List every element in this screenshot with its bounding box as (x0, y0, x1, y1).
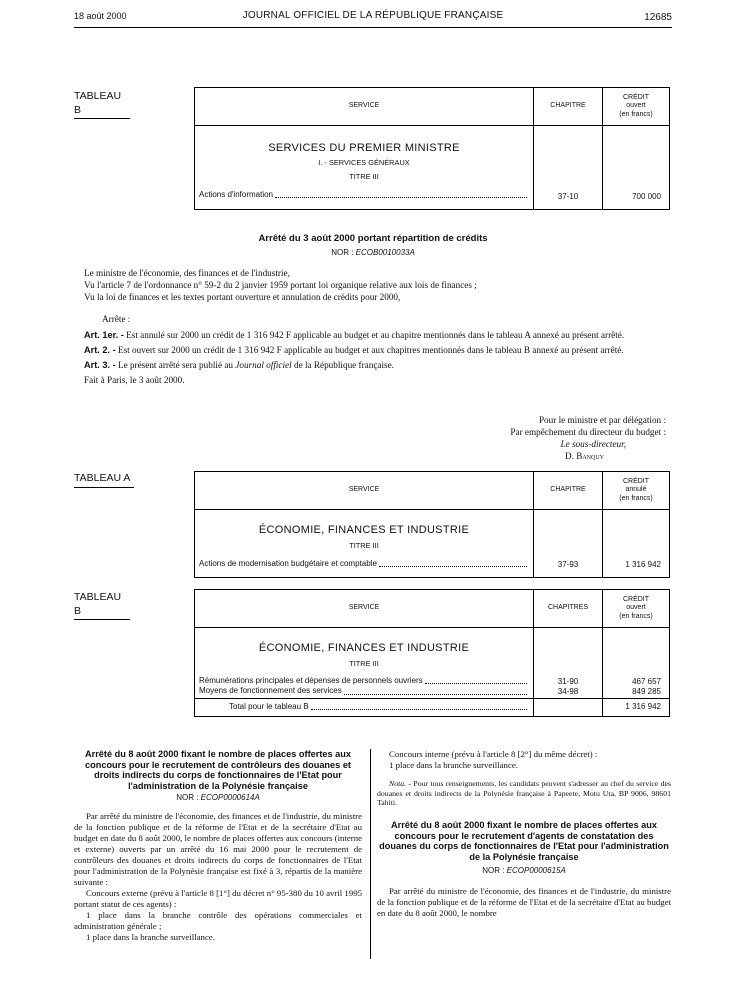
arrete3-title: Arrêté du 8 août 2000 fixant le nombre de places offertes aux concours pour le recrutement d'agents de constatation des douanes du corps de fonctionnaires de l'Etat pour l'administration de la Polynésie française (379, 820, 669, 862)
visa-3: Vu la loi de finances et les textes portant ouverture et annulation de crédits pour 2000, (84, 291, 401, 302)
table-a (194, 471, 670, 578)
col-chapitre-header: CHAPITRE (534, 88, 603, 126)
col-credit-header: CRÉDIT annulé (en francs) (603, 472, 670, 510)
chapitre-value: 37-10 (557, 192, 579, 201)
paragraph: Par arrêté du ministre de l'économie, des finances et de l'industrie, du ministre de la fonction publique et de la réforme de l'Etat et de la secrétaire d'Etat au budget en date du 8 août 2000, le nombre (377, 886, 671, 919)
paragraph: 1 place dans la branche surveillance. (86, 932, 215, 943)
column-divider (370, 749, 371, 959)
service-cell (195, 628, 534, 699)
article-2: Art. 2. - Est ouvert sur 2000 un crédit de 1 316 942 F applicable au budget et aux chapitres mentionnés dans le tableau B annexé au présent arrêté. (84, 344, 624, 355)
signatory: D. Banquy (564, 450, 604, 461)
section-sub2: TITRE III (349, 171, 379, 181)
journal-title: JOURNAL OFFICIEL DE LA RÉPUBLIQUE FRANÇAISE (242, 10, 504, 21)
paragraph: 1 place dans la branche contrôle des opérations commerciales et administration générale ; (74, 910, 362, 932)
credit-cell (603, 126, 670, 210)
col-credit-header: CRÉDIT ouvert (en francs) (603, 590, 670, 628)
credit-cell: 1 316 942 (603, 510, 670, 578)
chapitres-cell: 31-90 34-98 (534, 628, 603, 699)
col-service-header: SERVICE (195, 590, 534, 628)
service-cell (195, 510, 534, 578)
credit-cell: 467 657 849 285 (603, 628, 670, 699)
visa-2: Vu l'article 7 de l'ordonnance n° 59-2 du 2 janvier 1959 portant loi organique relative aux lois de finances ; (84, 279, 477, 290)
table-row: Moyens de fonctionnement des services (199, 686, 529, 696)
credit-value: 700 000 (632, 192, 661, 201)
total-label-cell: Total pour le tableau B (195, 698, 534, 716)
section-title: SERVICES DU PREMIER MINISTRE (268, 142, 460, 154)
table-top (194, 87, 670, 210)
col-chapitres-header: CHAPITRES (534, 590, 603, 628)
line-label: Actions d'information (199, 189, 274, 199)
nor-value: ECOB0010033A (355, 248, 415, 257)
sig-line-1: Pour le ministre et par délégation : (538, 415, 666, 425)
section-sub1: I. - SERVICES GÉNÉRAUX (318, 158, 410, 168)
paragraph: 1 place dans la branche surveillance. (389, 759, 518, 770)
table-top-label: TABLEAU B (74, 90, 130, 119)
total-cell: 1 316 942 (603, 698, 670, 716)
sig-line-3: Le sous-directeur, (560, 438, 626, 449)
arrete2-title: Arrêté du 8 août 2000 fixant le nombre de places offertes aux concours pour le recrutement de contrôleurs des douanes et droits indirects du corps de fonctionnaires de l'Etat pour l'administration de la Polynésie française (84, 749, 352, 791)
credit-h1: CRÉDIT (622, 94, 650, 102)
col-service-header: SERVICE (195, 88, 534, 126)
table-row: Rémunérations principales et dépenses de personnels ouvriers (199, 676, 529, 686)
table-b (194, 589, 670, 717)
arrete1-title: Arrêté du 3 août 2000 portant répartition de crédits (258, 233, 488, 244)
section-title: ÉCONOMIE, FINANCES ET INDUSTRIE (258, 642, 470, 654)
credit-h3: (en francs) (619, 110, 653, 118)
line-item (199, 190, 529, 200)
section-title: ÉCONOMIE, FINANCES ET INDUSTRIE (258, 524, 470, 536)
arrete1-nor (74, 248, 672, 258)
visa-1: Le ministre de l'économie, des finances et de l'industrie, (84, 268, 290, 278)
right-column (377, 749, 671, 919)
arrete-word: Arrête : (102, 313, 131, 324)
nota: Nota. - Pour tous renseignements, les candidats peuvent s'adresser au chef du service des douanes et droits indirects de la Polynésie française à Papeete, Motu Uta, BP 9006, 98601 Tahiti. (377, 778, 671, 808)
table-b-label: TABLEAU B (74, 591, 130, 620)
col-chapitre-header: CHAPITRE (534, 472, 603, 510)
nor-label: NOR : (331, 248, 354, 257)
signature-block (510, 415, 666, 463)
col-service-header: SERVICE (195, 472, 534, 510)
section-sub: TITRE III (349, 541, 379, 551)
sig-line-2: Par empêchement du directeur du budget : (510, 426, 666, 437)
paragraph: Concours interne (prévu à l'article 8 [2°] du même décret) : (389, 749, 598, 759)
page-header (74, 8, 672, 22)
article-1: Art. 1er. - Est annulé sur 2000 un crédit de 1 316 942 F applicable au budget et au chapitre mentionnés dans le tableau A annexé au présent arrêté. (84, 329, 625, 340)
table-a-label: TABLEAU A (74, 472, 134, 488)
col-credit-header (603, 88, 670, 126)
issue-date: 18 août 2000 (74, 11, 127, 21)
chapitre-cell: 37-93 (534, 510, 603, 578)
article-3: Art. 3. - Le présent arrêté sera publié au Journal officiel de la République française. (84, 359, 394, 370)
header-rule (74, 27, 672, 28)
line-item: Actions de modernisation budgétaire et comptable (199, 559, 529, 569)
left-column (74, 749, 362, 943)
fait-a-paris: Fait à Paris, le 3 août 2000. (84, 374, 185, 385)
section-sub: TITRE III (349, 659, 379, 669)
service-cell (195, 126, 534, 210)
chapitre-cell (534, 126, 603, 210)
page-number: 12685 (644, 12, 672, 23)
paragraph: Par arrêté du ministre de l'économie, des finances et de l'industrie, du ministre de la fonction publique et de la réforme de l'Etat et de la secrétaire d'Etat au budget en date du 8 août 2000, le nombre de places offertes aux concours (interne et externe) ouverts par un arrêté du 16 mai 2000 pour le recrutement de contrôleurs des douanes et droits indirects du corps de fonctionnaires de l'Etat pour l'administration de la Polynésie française est fixé à 3, répartis de la manière suivante : (74, 811, 362, 888)
paragraph: Concours externe (prévu à l'article 8 [1°] du décret n° 95-380 du 10 avril 1995 portant statut de ces agents) : (74, 888, 362, 910)
arrete1-body (84, 268, 672, 387)
credit-h2: ouvert (626, 102, 646, 110)
arrete2-nor: NOR : ECOP0000614A (176, 793, 260, 803)
arrete3-nor: NOR : ECOP0000615A (482, 866, 566, 876)
